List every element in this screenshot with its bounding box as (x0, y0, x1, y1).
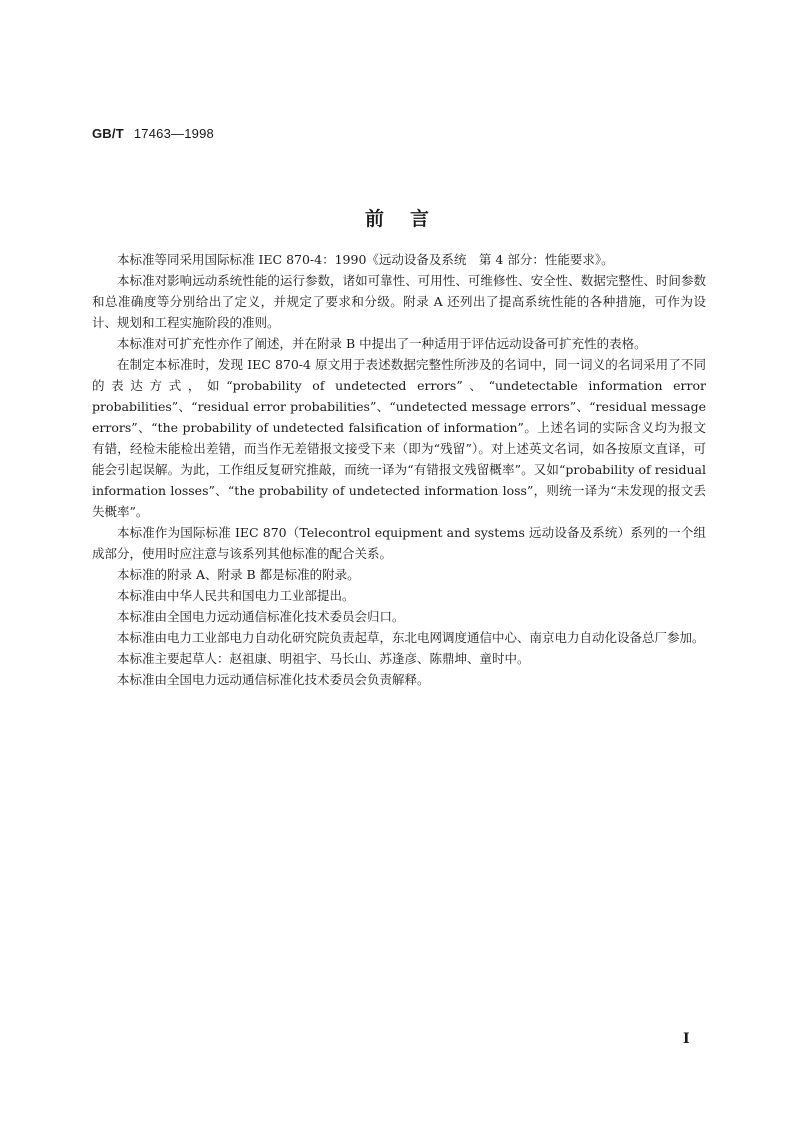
foreword-body (92, 249, 706, 690)
paragraph: 本标准作为国际标准 IEC 870（Telecontrol equipment and systems 远动设备及系统）系列的一个组成部分，使用时应注意与该系列其他标准的配合关系。 (92, 525, 706, 561)
page-number: Ⅰ (683, 1032, 690, 1047)
paragraph: 在制定本标准时，发现 IEC 870-4 原文用于表述数据完整性所涉及的名词中，同一词义的名词采用了不同的表达方式，如“probability of undetected errors”、“undetectable information error probabilities”、“residual error probabilities”、“undetected message errors”、“residual message errors”、“the probability of undetected falsification of information”。上述名词的实际含义均为报文有错，经检未能检出差错，而当作无差错报文接受下来（即为“残留”）。对上述英文名词，如各按原文直译，可能会引起误解。为此，工作组反复研究推敲，而统一译为“有错报文残留概率”。又如“probability of residual information losses”、“the probability of undetected information loss”，则统一译为“未发现的报文丢失概率”。 (92, 357, 706, 519)
page-title: 前言 (364, 208, 455, 230)
standard-code-number: 17463—1998 (133, 126, 214, 141)
standard-code (92, 126, 214, 141)
paragraph: 本标准由电力工业部电力自动化研究院负责起草，东北电网调度通信中心、南京电力自动化设备总厂参加。 (117, 630, 705, 645)
paragraph: 本标准由中华人民共和国电力工业部提出。 (117, 588, 355, 603)
paragraph: 本标准对可扩充性亦作了阐述，并在附录 B 中提出了一种适用于评估远动设备可扩充性的表格。 (117, 336, 647, 351)
paragraph: 本标准由全国电力远动通信标准化技术委员会负责解释。 (117, 672, 430, 687)
paragraph: 本标准由全国电力远动通信标准化技术委员会归口。 (117, 609, 405, 624)
paragraph: 本标准对影响远动系统性能的运行参数，诸如可靠性、可用性、可维修性、安全性、数据完整性、时间参数和总准确度等分别给出了定义，并规定了要求和分级。附录 A 还列出了提高系统性能的各种措施，可作为设计、规划和工程实施阶段的准则。 (92, 273, 706, 330)
paragraph: 本标准主要起草人：赵祖康、明祖宇、马长山、苏逢彦、陈鼎坤、童时中。 (117, 651, 530, 666)
paragraph: 本标准等同采用国际标准 IEC 870-4：1990《远动设备及系统 第 4 部分：性能要求》。 (117, 252, 614, 267)
paragraph: 本标准的附录 A、附录 B 都是标准的附录。 (117, 567, 360, 582)
standard-code-prefix: GB/T (92, 126, 124, 141)
